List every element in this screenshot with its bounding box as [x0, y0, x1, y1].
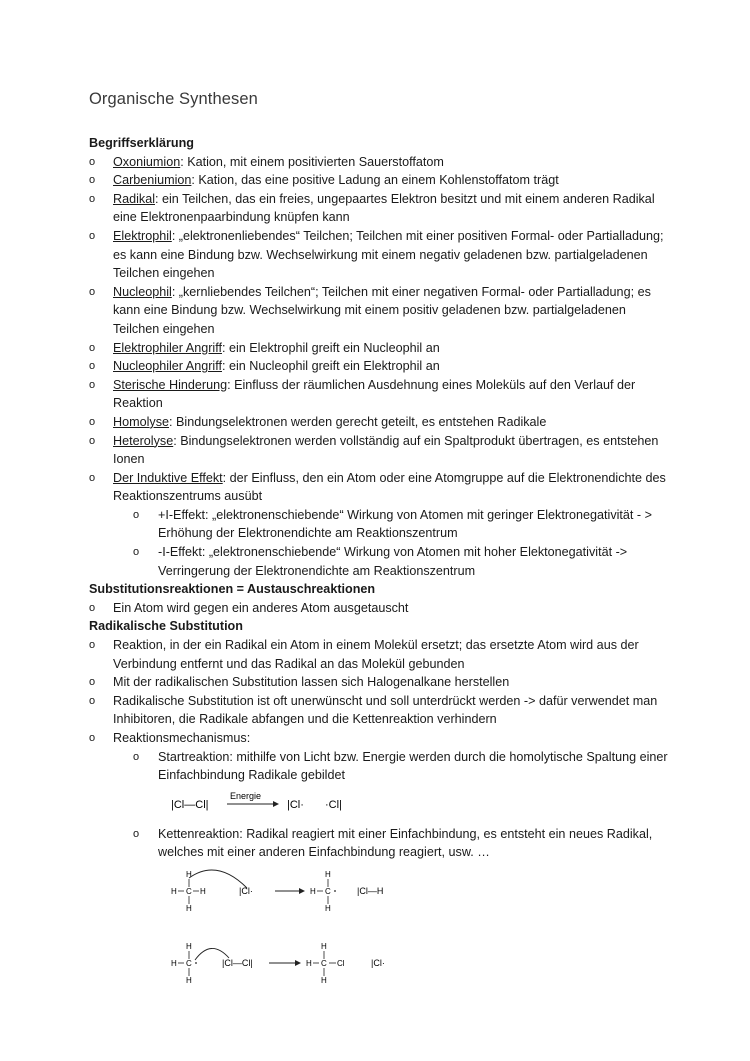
- list-item: o Carbeniumion: Kation, das eine positive Ladung an einem Kohlenstoffatom trägt: [89, 171, 669, 190]
- radical-dot: [195, 962, 197, 964]
- section-heading-radikalisch: Radikalische Substitution: [89, 619, 243, 634]
- atom-cl: Cl: [337, 958, 345, 968]
- list-item: o Elektrophil: „elektronenliebendes“ Teilchen; Teilchen mit einer positiven Formal- oder Partialladung; es kann eine Bindung bzw. Wechselwirkung mit einem negativ geladenen bzw. partialgeladenen Teilchen eingehen: [89, 227, 669, 283]
- atom-h: H: [306, 958, 312, 968]
- atom-h: H: [186, 869, 192, 879]
- atom-c: C: [186, 886, 192, 896]
- atom-c: C: [325, 886, 331, 896]
- list-item: o Radikal: ein Teilchen, das ein freies, ungepaartes Elektron besitzt und mit einem anderen Radikal eine Elektronenpaarbindung knüpfen kann: [89, 190, 669, 227]
- atom-h: H: [171, 958, 177, 968]
- atom-h: H: [325, 903, 331, 913]
- chain2-product2: |Cl·: [371, 957, 385, 968]
- atom-h: H: [321, 975, 327, 985]
- atom-h: H: [310, 886, 316, 896]
- list-item: o Radikalische Substitution ist oft unerwünscht und soll unterdrückt werden -> dafür verwendet man Inhibitoren, die Radikale abfangen und die Kettenreaktion verhindern: [89, 692, 669, 729]
- atom-h: H: [321, 941, 327, 951]
- list-item: o Der Induktive Effekt: der Einfluss, den ein Atom oder eine Atomgruppe auf die Elektronendichte des Reaktionszentrums ausübt: [89, 469, 669, 506]
- list-item: o Ein Atom wird gegen ein anderes Atom ausgetauscht: [89, 599, 669, 618]
- list-item: o Nucleophil: „kernliebendes Teilchen“; Teilchen mit einer negativen Formal- oder Partialladung; es kann eine Bindung bzw. Wechselwirkung mit einem positiv geladenen bzw. partialgeladenen Teilchen eingehen: [89, 283, 669, 339]
- atom-c: C: [186, 958, 192, 968]
- start-reaction-diagram: [89, 789, 669, 819]
- arrow-head: [273, 801, 279, 807]
- atom-h: H: [186, 975, 192, 985]
- energy-label: Energie: [230, 790, 262, 801]
- list-item: o Heterolyse: Bindungselektronen werden vollständig auf ein Spaltprodukt übertragen, es entstehen Ionen: [89, 432, 669, 469]
- arrow-head: [295, 960, 301, 966]
- atom-h: H: [186, 903, 192, 913]
- chain1-reactant2: |Cl·: [239, 885, 253, 896]
- list-item: o Oxoniumion: Kation, mit einem positivierten Sauerstoffatom: [89, 153, 669, 172]
- arrow-head: [299, 888, 305, 894]
- atom-h: H: [186, 941, 192, 951]
- chain-reaction-diagram-2: [89, 938, 669, 1000]
- chain2-reactant2: |Cl—Cl|: [222, 957, 253, 968]
- section-heading-substitution: Substitutionsreaktionen = Austauschreaktionen: [89, 582, 376, 597]
- start-product1: |Cl·: [287, 798, 304, 811]
- list-item: o Reaktion, in der ein Radikal ein Atom in einem Molekül ersetzt; das ersetzte Atom wird aus der Verbindung entfernt und das Radikal an das Molekül gebunden: [89, 636, 669, 673]
- radical-dot: [334, 890, 336, 892]
- sub-list-item: o +I-Effekt: „elektronenschiebende“ Wirkung von Atomen mit geringer Elektronegativität - > Erhöhung der Elektronendichte am Reaktionszentrum: [89, 506, 669, 543]
- list-item: o Elektrophiler Angriff: ein Elektrophil greift ein Nucleophil an: [89, 339, 669, 358]
- list-item: o Sterische Hinderung: Einfluss der räumlichen Ausdehnung eines Moleküls auf den Verlauf der Reaktion: [89, 376, 669, 413]
- atom-h: H: [325, 869, 331, 879]
- chain1-product2: |Cl—H: [357, 885, 384, 896]
- sub-list-item: o Startreaktion: mithilfe von Licht bzw. Energie werden durch die homolytische Spaltung einer Einfachbindung Radikale gebildet: [89, 748, 669, 785]
- list-item: o Mit der radikalischen Substitution lassen sich Halogenalkane herstellen: [89, 673, 669, 692]
- atom-h: H: [200, 886, 206, 896]
- page-title: Organische Synthesen: [89, 90, 258, 108]
- list-item: o Nucleophiler Angriff: ein Nucleophil greift ein Elektrophil an: [89, 357, 669, 376]
- document-body: [89, 134, 669, 1000]
- atom-h: H: [171, 886, 177, 896]
- section-heading-begriffe: Begriffserklärung: [89, 136, 194, 150]
- sub-list-item: o Kettenreaktion: Radikal reagiert mit einer Einfachbindung, es entsteht ein neues Radikal, welches mit einer anderen Einfachbindung reagiert, usw. …: [89, 825, 669, 862]
- start-product2: ·Cl|: [325, 798, 342, 811]
- list-item: o Homolyse: Bindungselektronen werden gerecht geteilt, es entstehen Radikale: [89, 413, 669, 432]
- sub-list-item: o -I-Effekt: „elektronenschiebende“ Wirkung von Atomen mit hoher Elektonegativität -> Verringerung der Elektronendichte am Reaktionszentrum: [89, 543, 669, 580]
- atom-c: C: [321, 958, 327, 968]
- chain-reaction-diagram-1: [89, 866, 669, 928]
- list-item: o Reaktionsmechanismus:: [89, 729, 669, 748]
- start-reactant: |Cl—Cl|: [171, 798, 209, 811]
